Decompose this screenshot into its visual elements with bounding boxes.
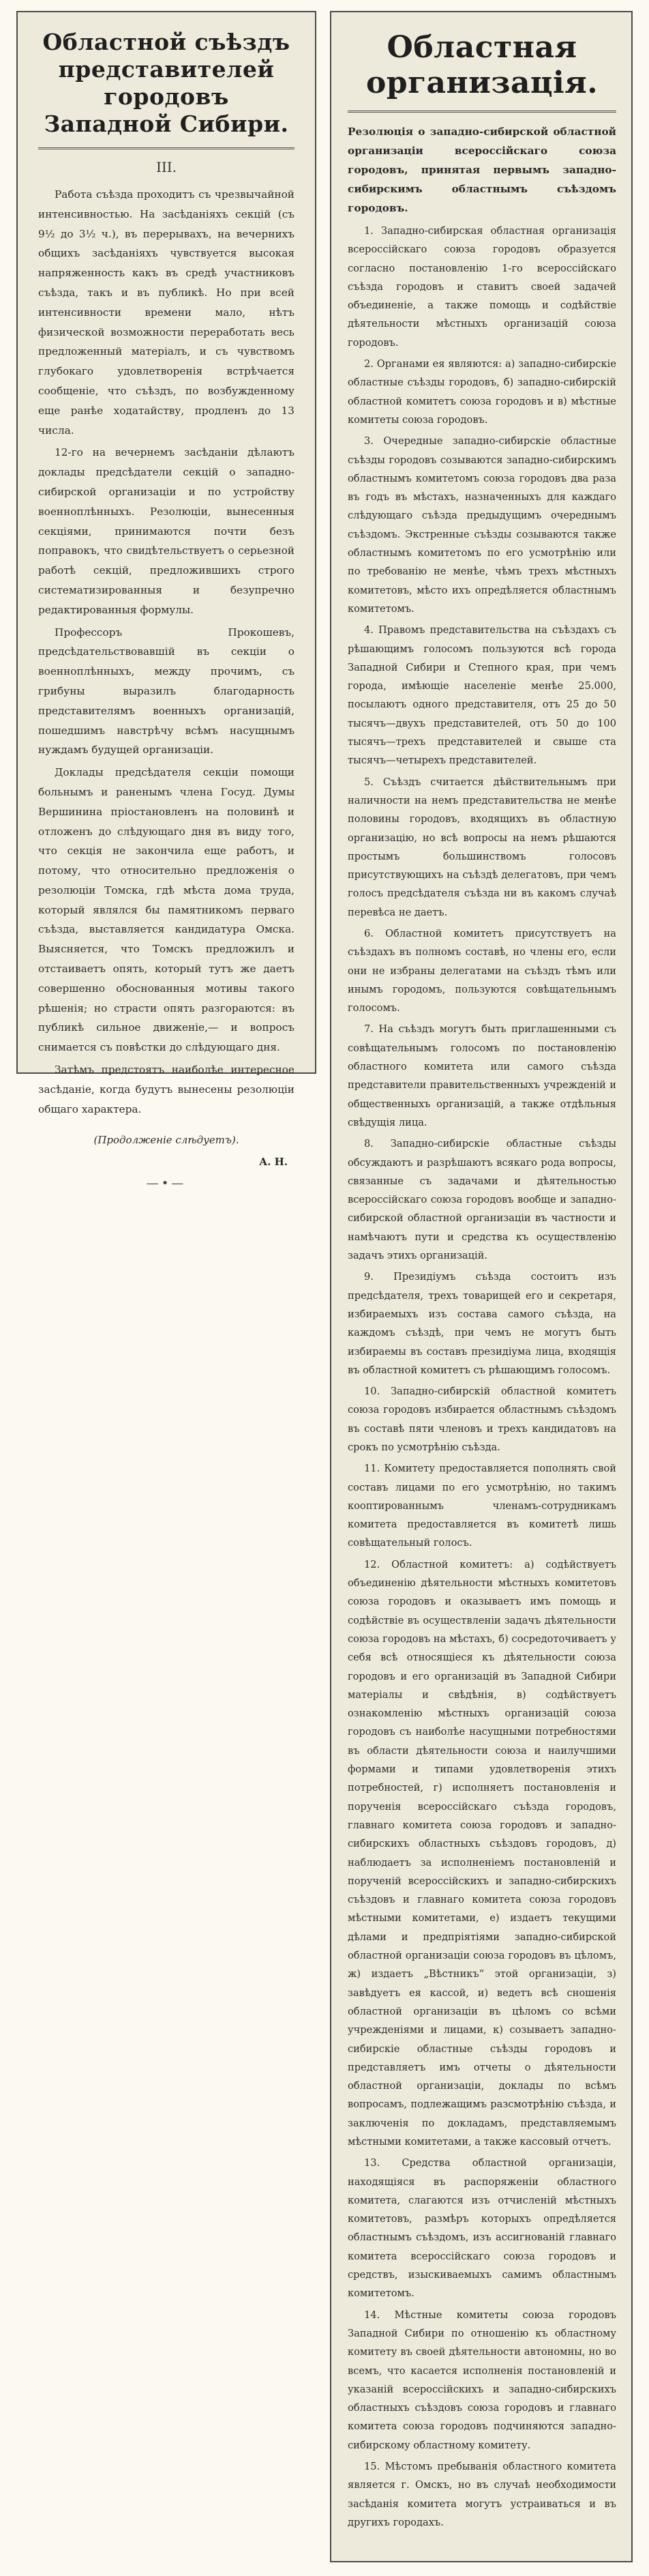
resolution-lead: Резолюція о западно-сибирской областной организаціи всероссійскаго союза городовъ, принятая первымъ западно-сибирскимъ областнымъ съѣздомъ городовъ.	[348, 126, 616, 214]
article-body-left	[38, 185, 295, 1119]
resolution-clause: 12. Областной комитетъ: а) содѣйствуетъ объединенію дѣятельности мѣстныхъ комитетовъ союза городовъ и оказываетъ имъ помощь и содѣйствіе въ осуществленіи задачъ дѣятельности союза городовъ на мѣстахъ, б) сосредоточиваетъ у себя всѣ относящіеся къ дѣятельности союза городовъ и его организацій въ Западной Сибири матеріалы и свѣдѣнія, в) содѣйствуетъ ознакомленію мѣстныхъ организацій союза городовъ съ наиболѣе насущными потребностями въ области дѣятельности союза и наилучшими формами и типами удовлетворенія этихъ потребностей, г) исполняетъ постановленія и порученія всероссійскаго съѣзда городовъ, главнаго комитета союза городовъ и западно-сибирскихъ областныхъ съѣздовъ городовъ, д) наблюдаетъ за исполненіемъ постановленій и порученій всероссійскихъ и западно-сибирскихъ съѣздовъ и главнаго комитета союза городовъ мѣстными комитетами, е) издаетъ текущими дѣлами и предпріятіями западно-сибирской областной организаціи союза городовъ въ цѣломъ, ж) издаетъ „Вѣстникъ“ этой организаціи, з) завѣдуетъ ея кассой, и) ведетъ всѣ сношенія областной организаціи въ цѣломъ со всѣми учрежденіями и лицами, к) созываетъ западно-сибирскіе областные съѣзды городовъ и представляетъ имъ отчеты о дѣятельности областной организаціи, доклады по всѣмъ вопросамъ, подлежащимъ разсмотрѣнію съѣзда, и заключенія по докладамъ, представляемымъ мѣстными комитетами, а также кассовый отчетъ.	[348, 1558, 616, 2148]
resolution-clause: 5. Съѣздъ считается дѣйствительнымъ при наличности на немъ представительства не менѣе половины городовъ, входящихъ въ областную организацію, но всѣ вопросы на немъ рѣшаются простымъ большинствомъ голосовъ присутствующихъ на съѣздѣ делегатовъ, при чемъ голосъ предсѣдателя съѣзда ни въ какомъ случаѣ перевѣса не даетъ.	[348, 776, 616, 918]
title-divider	[38, 147, 295, 149]
resolution-clause: 15. Мѣстомъ пребыванія областного комитета является г. Омскъ, но въ случаѣ необходимости засѣданія комитета могутъ устраиваться и въ другихъ городахъ.	[348, 2461, 616, 2528]
paragraph: Доклады предсѣдателя секціи помощи больнымъ и раненымъ члена Госуд. Думы Вершинина пріостановленъ на половинѣ и отложенъ до слѣдующаго дня въ виду того, что секція не закончила еще работъ, и потому, что относительно предложенія о резолюціи Томска, гдѣ мѣста дома труда, который являлся бы памятникомъ перваго съѣзда, выставляется кандидатура Омска. Выясняется, что Томскъ предложилъ и отстаиваетъ опять, который тутъ же даетъ совершенно обоснованныя мотивы такого рѣшенія; но страсти опять разгораются: въ публикѣ сильное движеніе,— и вопросъ снимается съ повѣстки до слѣдующаго дня.	[38, 766, 295, 1054]
paragraph: Профессоръ Прокошевъ, предсѣдательствовавшій въ секціи о военноплѣнныхъ, между прочимъ, съ грибуны выразилъ благодарность представителямъ военныхъ организацій, пошедшимъ навстрѣчу всѣмъ насущнымъ нуждамъ будущей организаціи.	[38, 626, 295, 757]
resolution-clause: 11. Комитету предоставляется пополнять свой составъ лицами по его усмотрѣнію, но такимъ кооптированнымъ членамъ-сотрудникамъ комитета предоставляется въ комитетѣ лишь совѣщательный голосъ.	[348, 1463, 616, 1549]
title-divider	[348, 111, 616, 113]
article-body-right	[348, 222, 616, 2532]
paragraph: Работа съѣзда проходитъ съ чрезвычайной интенсивностью. На засѣданіяхъ секцій (съ 9½ до 3½ ч.), въ перерывахъ, на вечернихъ общихъ засѣданіяхъ чувствуется высокая напряженность какъ въ средѣ участниковъ съѣзда, такъ и въ публикѣ. Но при всей интенсивности времени мало, нѣтъ физической возможности переработать весь предложенный матеріалъ, и съ чувствомъ глубокаго удовлетворенія встрѣчается сообщеніе, что съѣздъ, по возбужденному еще ранѣе ходатайству, продленъ до 13 числа.	[38, 188, 295, 437]
resolution-clause: 7. На съѣздъ могутъ быть приглашенными съ совѣщательнымъ голосомъ по постановленію областного комитета или самого съѣзда представители правительственныхъ учрежденій и общественныхъ организацій, а также отдѣльныя свѣдущія лица.	[348, 1023, 616, 1128]
continuation-note: (Продолженіе слѣдуетъ).	[93, 1134, 239, 1147]
resolution-clause: 10. Западно-сибирскій областной комитетъ союза городовъ избирается областнымъ съѣздомъ въ составѣ пяти членовъ и трехъ кандидатовъ на срокъ по усмотрѣнію съѣзда.	[348, 1386, 616, 1453]
resolution-clause: 9. Президіумъ съѣзда состоитъ изъ предсѣдателя, трехъ товарищей его и секретаря, избираемыхъ изъ состава самого съѣзда, на каждомъ съѣздѣ, при чемъ не могутъ быть избираемы въ составъ президіума лица, входящія въ областной комитетъ съ рѣшающимъ голосомъ.	[348, 1271, 616, 1376]
ornament-divider: —•—	[146, 1176, 187, 1191]
article-title-congress: Областной съѣздъ представителей городовъ Западной Сибири.	[42, 29, 290, 137]
article-title-organization: Областная организація.	[365, 30, 599, 100]
resolution-clause: 8. Западно-сибирскіе областные съѣзды обсуждаютъ и разрѣшаютъ всякаго рода вопросы, связанные съ задачами и дѣятельностью всероссійскаго союза городовъ вообще и западно-сибирской областной организаціи въ частности и намѣчаютъ пути и средства къ осуществленію задачъ этихъ организацій.	[348, 1138, 616, 1262]
article-column-left	[16, 11, 316, 1191]
resolution-clause: 13. Средства областной организаціи, находящіяся въ распоряженіи областного комитета, слагаются изъ отчисленій мѣстныхъ комитетовъ, размѣръ которыхъ опредѣляется областнымъ съѣздомъ, изъ ассигнованій главнаго комитета всероссійскаго союза городовъ и средствъ, изыскиваемыхъ самимъ областнымъ комитетомъ.	[348, 2157, 616, 2300]
section-number: III.	[155, 159, 177, 175]
paragraph: 12-го на вечернемъ засѣданіи дѣлаютъ доклады предсѣдатели секцій о западно-сибирской организаціи и по устройству военноплѣнныхъ. Резолюціи, вынесенныя секціями, принимаются почти безъ поправокъ, что свидѣтельствуетъ о серьезной работѣ секцій, предложившихъ строго систематизированныя и безупречно редактированныя формулы.	[38, 446, 295, 616]
resolution-clause: 4. Правомъ представительства на съѣздахъ съ рѣшающимъ голосомъ пользуются всѣ города Западной Сибири и Степного края, при чемъ города, имѣющіе населеніе менѣе 25.000, посылаютъ одного представителя, отъ 25 до 50 тысячъ—двухъ представителей, отъ 50 до 100 тысячъ—трехъ представителей и свыше ста тысячъ—четырехъ представителей.	[348, 624, 616, 767]
resolution-clause: 1. Западно-сибирская областная организація всероссійскаго союза городовъ образуется согласно постановленію 1-го всероссійскаго съѣзда городовъ и ставитъ своей задачей объединеніе, а также помощь и содѣйствіе дѣятельности мѣстныхъ организацій союза городовъ.	[348, 225, 616, 349]
author-signature: А. Н.	[258, 1156, 288, 1169]
resolution-clause: 14. Мѣстные комитеты союза городовъ Западной Сибири по отношенію къ областному комитету въ своей дѣятельности автономны, но во всемъ, что касается исполненія постановленій и указаній всероссійскихъ и западно-сибирскихъ областныхъ съѣздовъ союза городовъ и главнаго комитета союза городовъ подчиняются западно-сибирскому областному комитету.	[348, 2309, 616, 2451]
resolution-clause: 6. Областной комитетъ присутствуетъ на съѣздахъ въ полномъ составѣ, но члены его, если они не избраны делегатами на съѣздъ тѣмъ или инымъ городомъ, пользуются совѣщательнымъ голосомъ.	[348, 927, 616, 1014]
resolution-clause: 3. Очередные западно-сибирскіе областные съѣзды городовъ созываются западно-сибирскимъ областнымъ комитетомъ союза городовъ два раза въ годъ въ мѣстахъ, назначенныхъ для каждаго слѣдующаго съѣзда предыдущимъ очереднымъ съѣздомъ. Экстренные съѣзды созываются также областнымъ комитетомъ по его усмотрѣнію или по требованію не менѣе, чѣмъ трехъ мѣстныхъ комитетовъ, мѣсто ихъ опредѣляется областнымъ комитетомъ.	[348, 435, 616, 615]
article-column-right	[330, 11, 633, 2562]
resolution-clause: 2. Органами ея являются: а) западно-сибирскіе областные съѣзды городовъ, б) западно-сибирскій областной комитетъ союза городовъ и в) мѣстные комитеты союза городовъ.	[348, 358, 616, 426]
paragraph: Затѣмъ предстоятъ наиболѣе интересное засѣданіе, когда будутъ вынесены резолюціи общаго характера.	[38, 1064, 295, 1115]
